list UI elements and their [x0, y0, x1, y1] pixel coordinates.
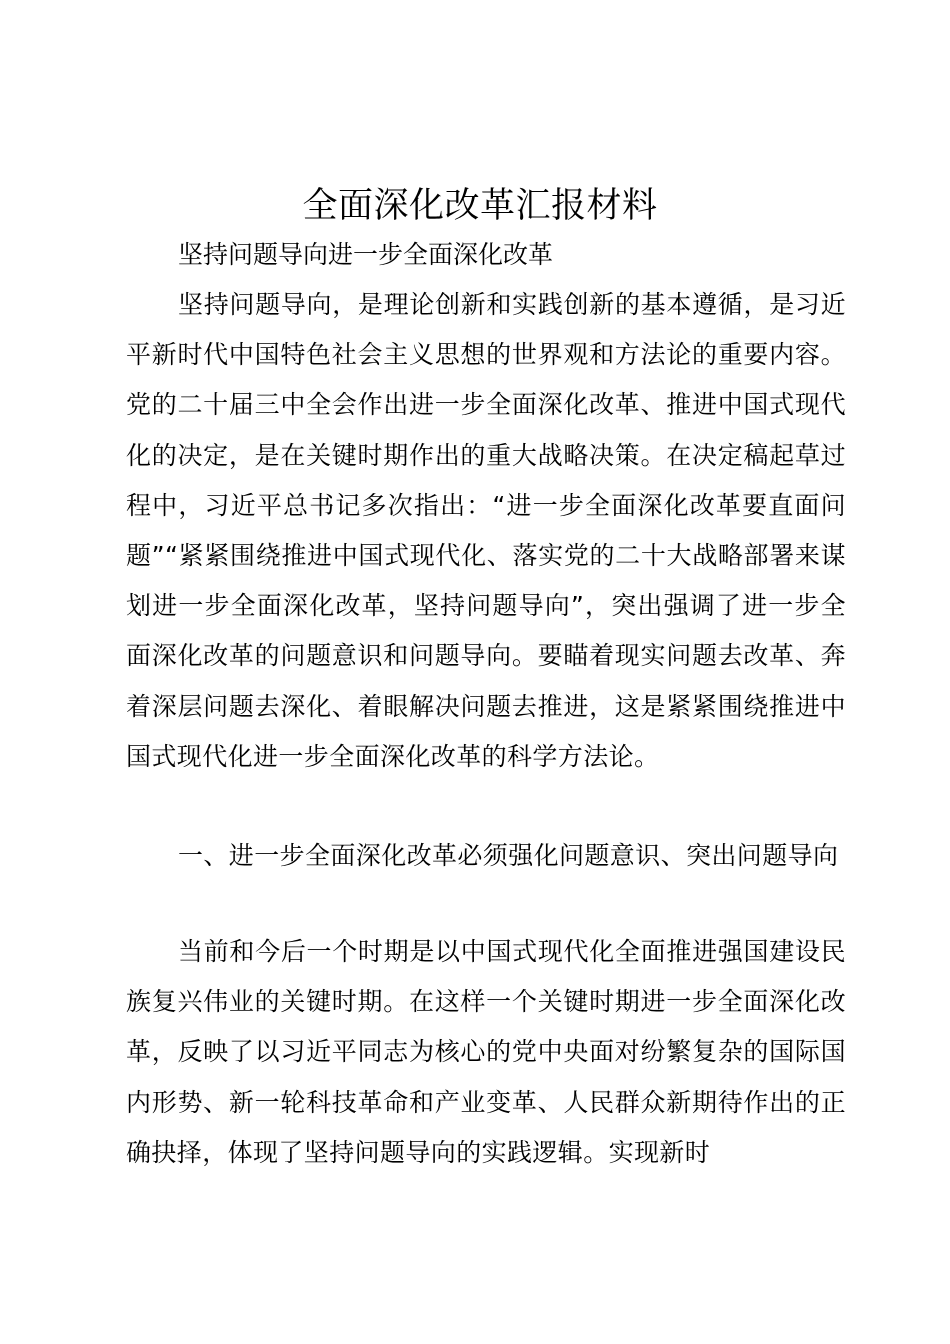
document-subtitle: 坚持问题导向进一步全面深化改革 — [178, 240, 554, 269]
paragraph-section-1: 当前和今后一个时期是以中国式现代化全面推进强国建设民族复兴伟业的关键时期。在这样一个关键时期进一步全面深化改革，反映了以习近平同志为核心的党中央面对纷繁复杂的国际国内形势、新一轮科技革命和产业变革、人民群众新期待作出的正确抉择，体现了坚持问题导向的实践逻辑。实现新时 — [126, 937, 846, 1167]
document-title: 全面深化改革汇报材料 — [302, 186, 658, 226]
section-heading-1: 一、进一步全面深化改革必须强化问题意识、突出问题导向 — [178, 841, 839, 870]
paragraph-intro: 坚持问题导向，是理论创新和实践创新的基本遵循，是习近平新时代中国特色社会主义思想的世界观和方法论的重要内容。党的二十届三中全会作出进一步全面深化改革、推进中国式现代化的决定，是在关键时期作出的重大战略决策。在决定稿起草过程中，习近平总书记多次指出：“进一步全面深化改革要直面问题”“紧紧围绕推进中国式现代化、落实党的二十大战略部署来谋划进一步全面深化改革，坚持问题导向”，突出强调了进一步全面深化改革的问题意识和问题导向。要瞄着现实问题去改革、奔着深层问题去深化、着眼解决问题去推进，这是紧紧围绕推进中国式现代化进一步全面深化改革的科学方法论。 — [126, 290, 846, 771]
